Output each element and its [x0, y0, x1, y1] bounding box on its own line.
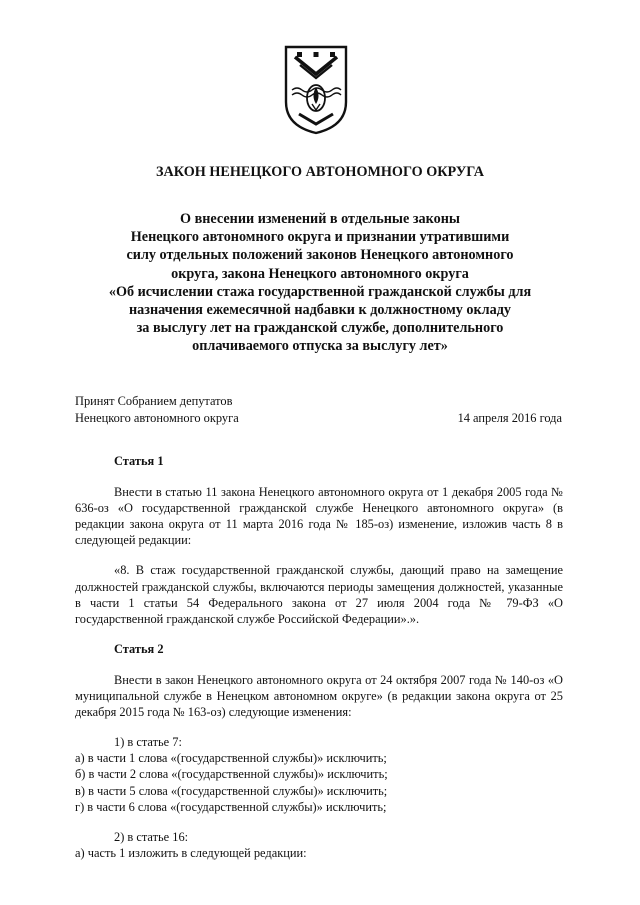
article-2-item-2: [75, 829, 563, 861]
adoption-line: Ненецкого автономного округа: [75, 411, 239, 425]
subtitle-line: оплачиваемого отпуска за выслугу лет»: [192, 338, 448, 355]
subitem: в) в части 5 слова «(государственной службы)» исключить;: [75, 783, 388, 798]
item-title: 1) в статье 7:: [114, 735, 182, 750]
item-title: 2) в статье 16:: [114, 829, 189, 844]
adoption-line: Принят Собранием депутатов: [75, 394, 233, 408]
subtitle-line: Ненецкого автономного округа и признании утратившими: [130, 229, 510, 246]
article-2-paragraph: Внести в закон Ненецкого автономного округа от 24 октября 2007 года № 140-оз «О муниципальной службе в Ненецком автономном округе» (в редакции закона округа от 25 декабря 2015 года № 163-оз) следующие изменения:: [75, 672, 563, 720]
adoption-block: [75, 393, 239, 427]
article-1-heading: Статья 1: [114, 454, 164, 468]
subtitle-line: «Об исчислении стажа государственной гражданской службы для: [108, 283, 532, 300]
subitem: г) в части 6 слова «(государственной службы)» исключить;: [75, 799, 387, 814]
subtitle-line: силу отдельных положений законов Ненецкого автономного: [126, 247, 514, 264]
adoption-date: 14 апреля 2016 года: [457, 411, 562, 425]
subtitle-line: за выслугу лет на гражданской службе, дополнительного: [136, 320, 504, 337]
subtitle-line: назначения ежемесячной надбавки к должностному окладу: [128, 302, 511, 319]
subitem: а) часть 1 изложить в следующей редакции:: [75, 845, 307, 860]
article-2-item-1: [75, 734, 563, 814]
law-body: [75, 453, 563, 875]
article-1-amendment-text: «8. В стаж государственной гражданской службы, дающий право на замещение должностей гражданской службы, включаются периоды замещения должностей, указанные в части 1 статьи 54 Федерального закона от 27 июля 2004 года № 79-ФЗ «О государственной гражданской службе Российской Федерации».».: [75, 563, 563, 626]
article-1-paragraph: Внести в статью 11 закона Ненецкого автономного округа от 1 декабря 2005 года № 636-оз «О государственной гражданской службе Ненецкого автономного округа» (в редакции закона округа от 11 марта 2016 года № 185-оз) изменение, изложив часть 8 в следующей редакции:: [75, 485, 563, 548]
law-title: ЗАКОН НЕНЕЦКОГО АВТОНОМНОГО ОКРУГА: [156, 164, 484, 180]
subitem: а) в части 1 слова «(государственной службы)» исключить;: [75, 751, 387, 766]
subtitle-line: О внесении изменений в отдельные законы: [180, 211, 460, 227]
subtitle-line: округа, закона Ненецкого автономного округа: [171, 265, 469, 282]
article-2-heading: Статья 2: [114, 641, 164, 656]
subitem: б) в части 2 слова «(государственной службы)» исключить;: [75, 767, 388, 782]
coat-of-arms-emblem: [283, 44, 349, 136]
law-subtitle: [70, 210, 570, 356]
